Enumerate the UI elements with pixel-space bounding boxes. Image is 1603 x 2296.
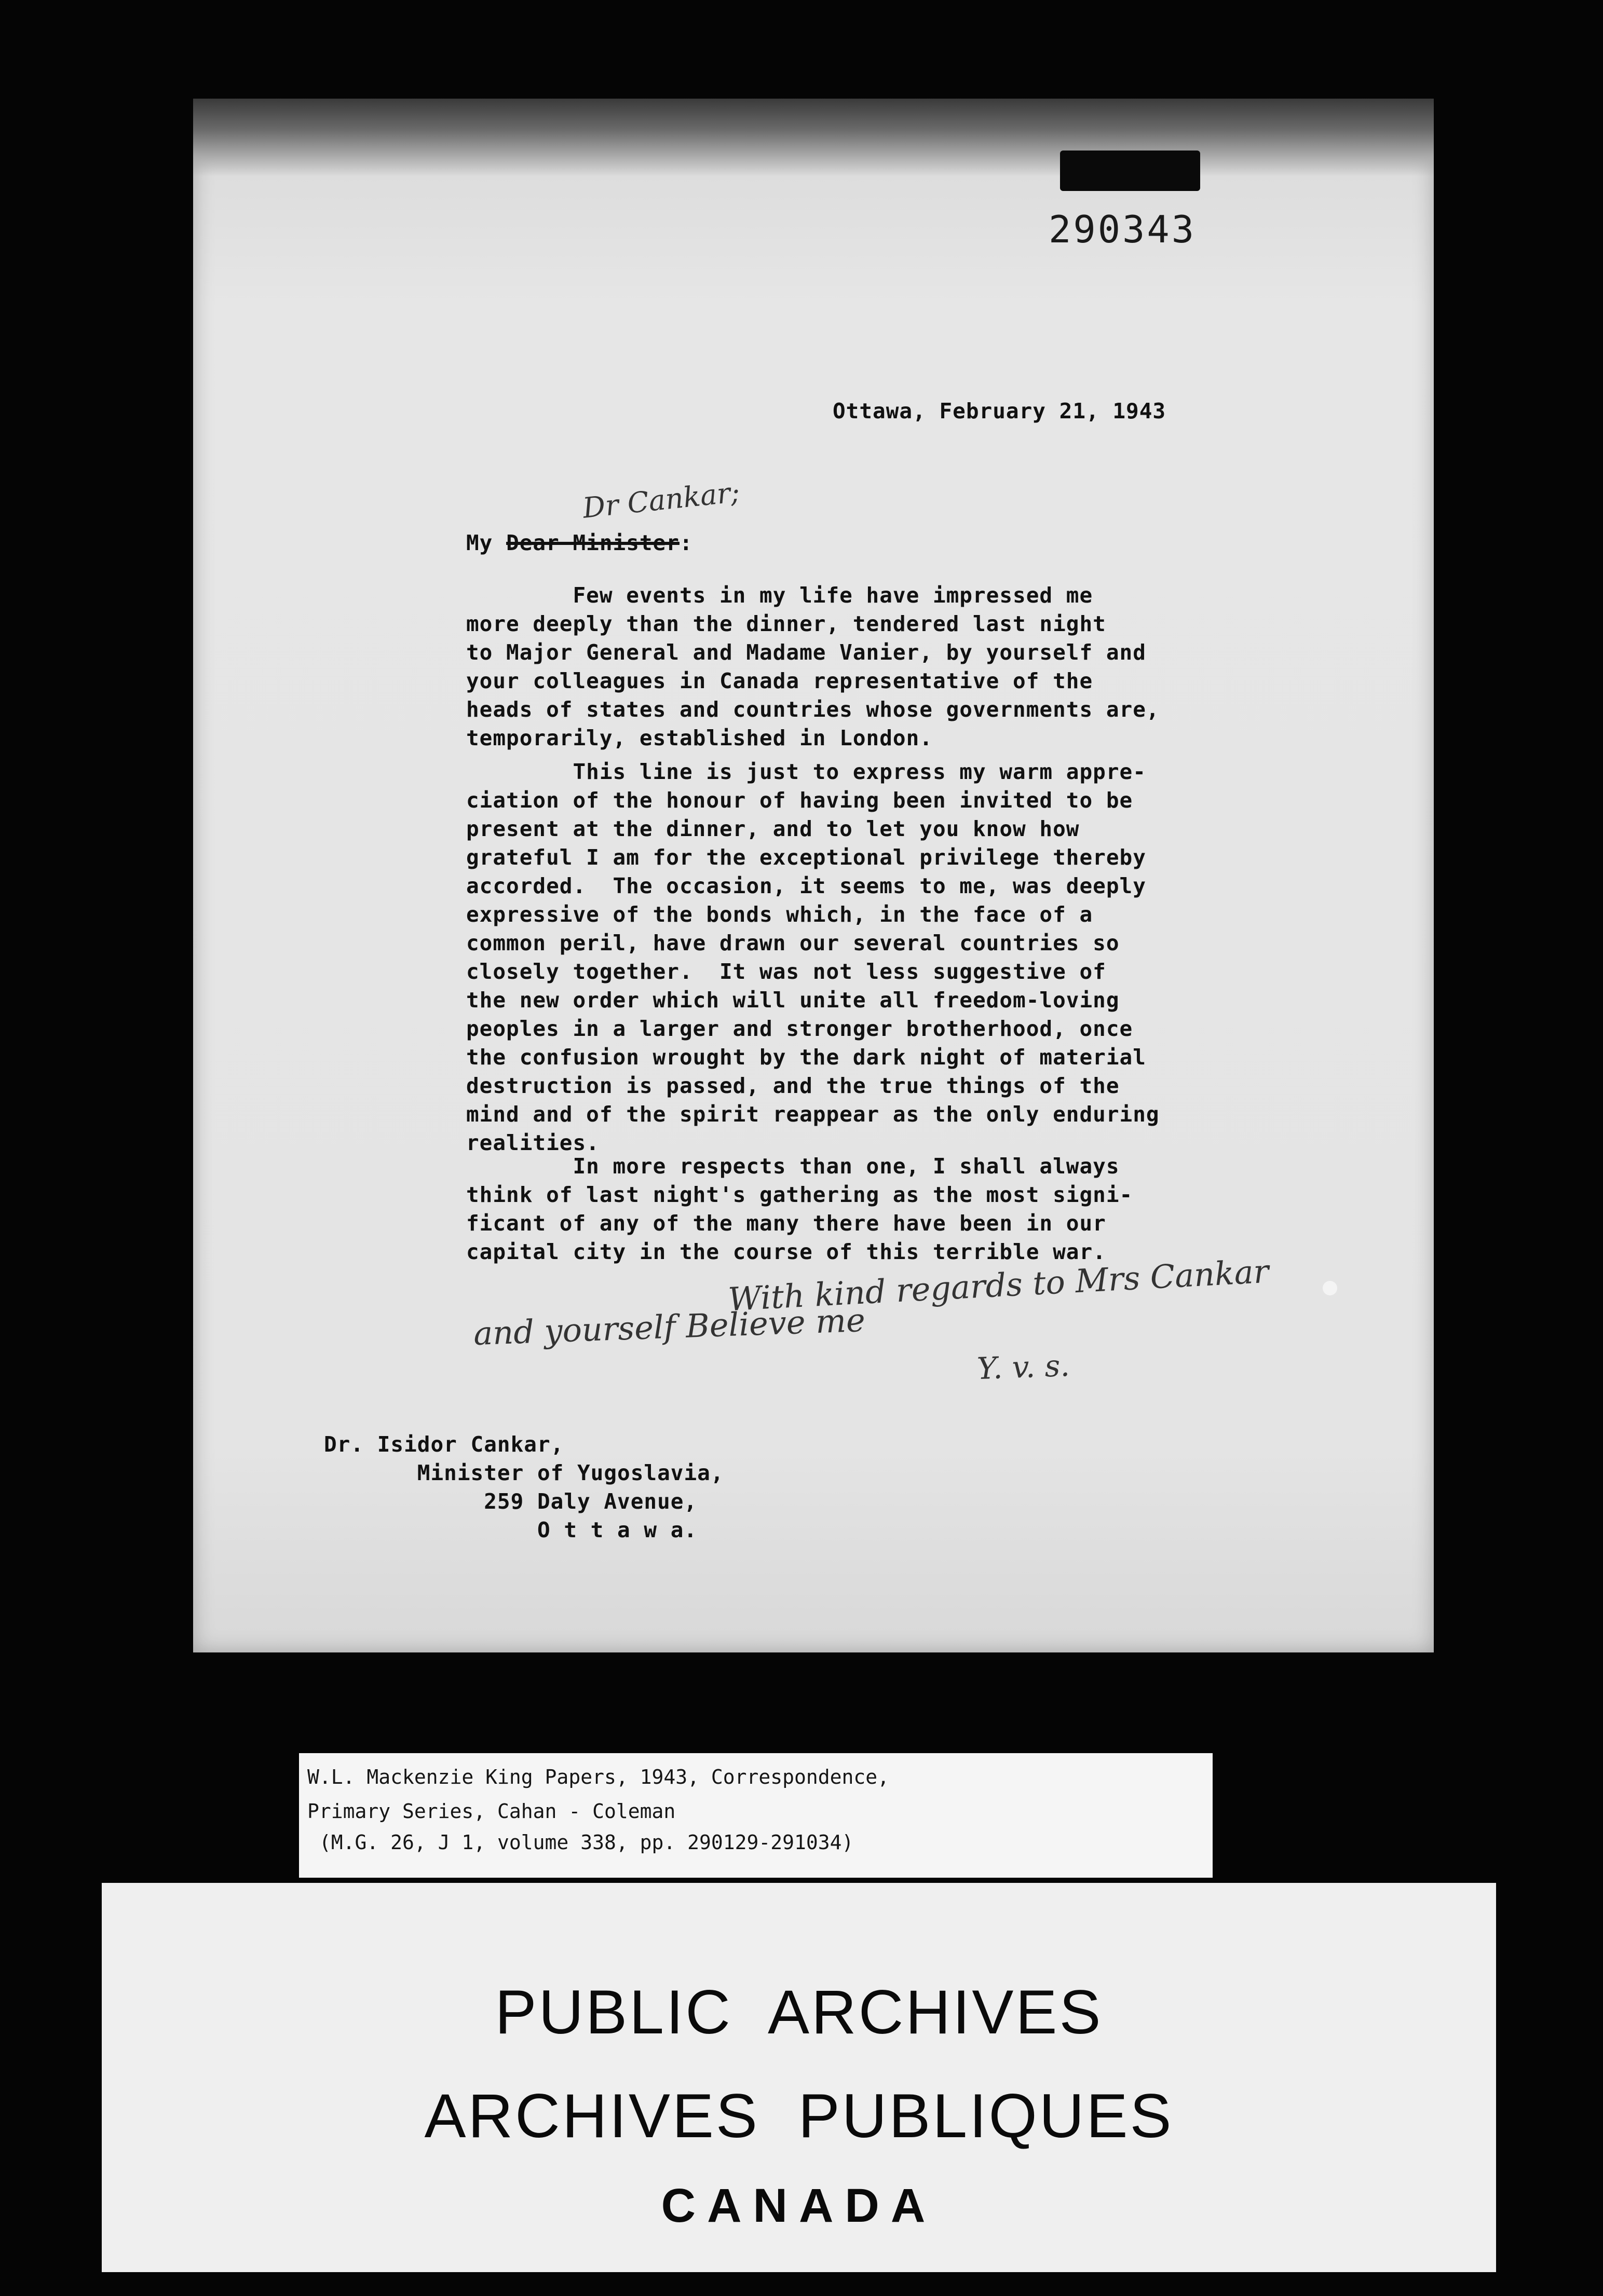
handwritten-closing-line-2: and yourself Believe me [472,1301,866,1353]
caption-line-2: Primary Series, Cahan - Coleman [307,1800,676,1823]
reference-caption-card [299,1753,1213,1878]
salutation [466,530,693,555]
public-archives-card [102,1883,1496,2272]
address-line-2: Minister of Yugoslavia, [324,1460,724,1485]
handwritten-salutation: Dr Cankar; [581,475,741,525]
recipient-address [324,1430,724,1545]
caption-line-3: (M.G. 26, J 1, volume 338, pp. 290129-291034) [307,1831,854,1854]
address-line-4: O t t a w a. [324,1518,698,1542]
salutation-suffix: : [679,530,693,555]
archives-title-french: ARCHIVES PUBLIQUES [424,2081,1174,2151]
letter-sheet [193,99,1434,1652]
caption-line-1: W.L. Mackenzie King Papers, 1943, Correspondence, [307,1766,890,1788]
paragraph-2: This line is just to express my warm appre- ciation of the honour of having been invited to be present at the dinner, and to let you know how grateful I am for the exceptional privilege thereby accorded. The occasion, it seems to me, was deeply expressive of the bonds which, in the face of a common peril, have drawn our several countries so closely together. It was not less suggestive of the new order which will unite all freedom-loving peoples in a larger and stronger brotherhood, once the confusion wrought by the dark night of material destruction is passed, and the true things of the mind and of the spirit reappear as the only enduring realities. [466,759,1160,1155]
document-number: 290343 [1049,208,1197,251]
scan-shadow-band [193,99,1434,176]
letter-date: Ottawa, February 21, 1943 [833,399,1166,423]
paragraph-1: Few events in my life have impressed me more deeply than the dinner, tendered last night to Major General and Madame Vanier, by yourself and your colleagues in Canada representative of the heads of states and countries whose governments are, temporarily, established in London. [466,583,1160,750]
address-line-1: Dr. Isidor Cankar, [324,1432,564,1457]
salutation-struck-text: Dear Minister [506,530,680,555]
paragraph-3: In more respects than one, I shall always think of last night's gathering as the most signi- ficant of any of the many there have been in our capital city in the course of this terrible war. [466,1154,1133,1264]
archives-title-english: PUBLIC ARCHIVES [495,1977,1103,2047]
black-tape-mark [1060,151,1200,191]
archives-country: CANADA [661,2179,937,2232]
handwritten-closing-line-1: With kind regards to Mrs Cankar [727,1252,1270,1319]
handwritten-signoff: Y. v. s. [976,1347,1070,1387]
salutation-prefix: My [466,530,507,555]
film-speck [1323,1281,1337,1295]
address-line-3: 259 Daly Avenue, [324,1489,698,1514]
